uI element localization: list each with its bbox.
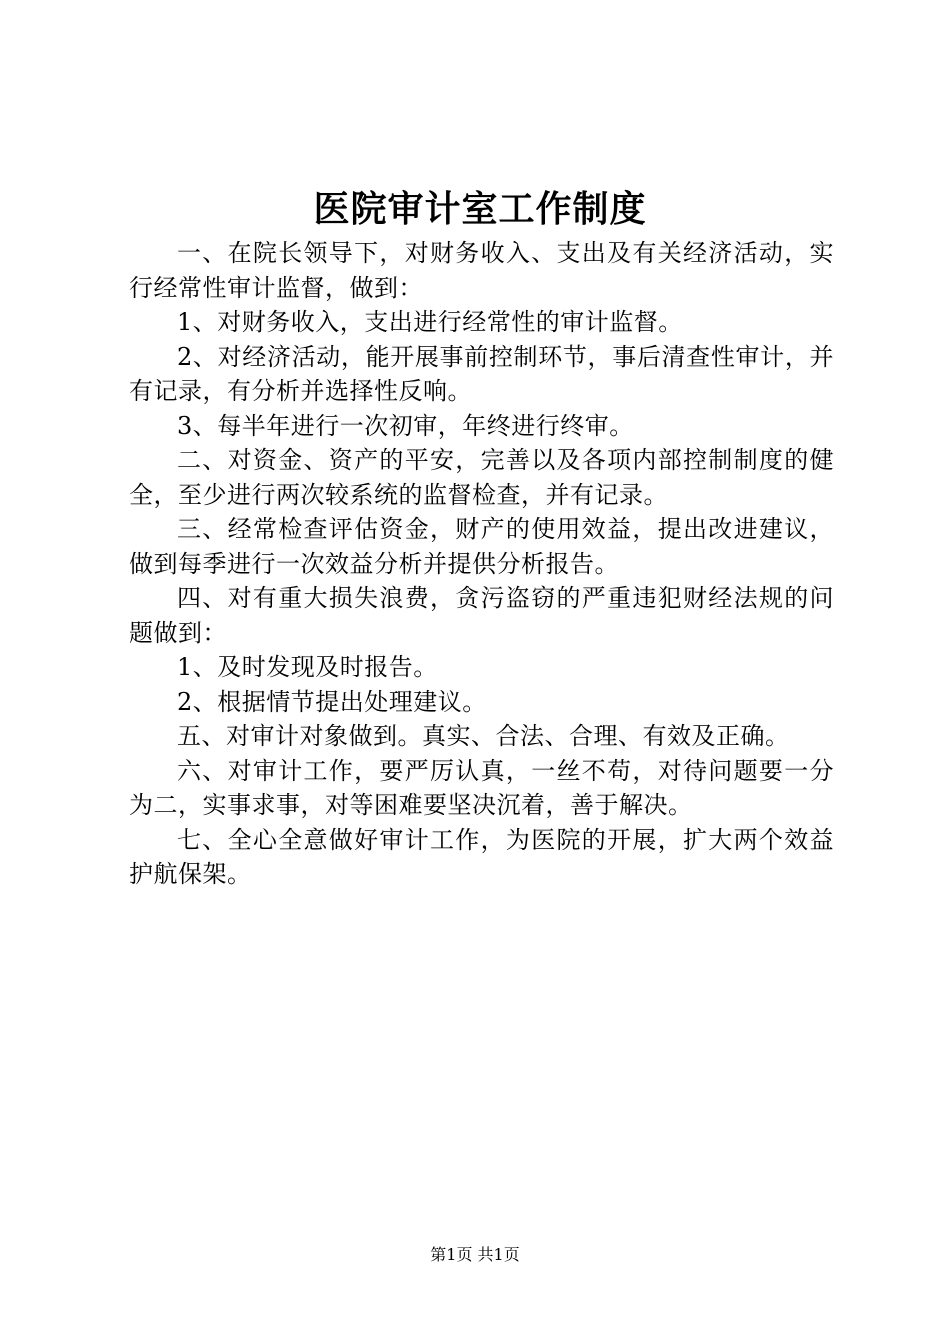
paragraph-2: 1、对财务收入，支出进行经常性的审计监督。 — [177, 308, 683, 336]
paragraph-12: 七、全心全意做好审计工作，为医院的开展，扩大两个效益护航保架。 — [129, 825, 834, 888]
paragraph-10: 五、对审计对象做到。真实、合法、合理、有效及正确。 — [177, 722, 790, 750]
paragraph-4: 3、每半年进行一次初审，年终进行终审。 — [177, 411, 634, 440]
paragraph-9: 2、根据情节提出处理建议。 — [177, 687, 487, 716]
paragraph-7: 四、对有重大损失浪费，贪污盗窃的严重违犯财经法规的问题做到： — [129, 584, 834, 647]
paragraph-3: 2、对经济活动，能开展事前控制环节，事后清查性审计，并有记录，有分析并选择性反响。 — [129, 342, 834, 405]
paragraph-6: 三、经常检查评估资金，财产的使用效益，提出改进建议，做到每季进行一次效益分析并提供分析报告。 — [129, 515, 834, 578]
paragraph-8: 1、及时发现及时报告。 — [177, 653, 438, 681]
document-title: 医院审计室工作制度 — [313, 188, 647, 230]
page-footer: 第1页 共1页 — [430, 1245, 520, 1264]
paragraph-11: 六、对审计工作，要严厉认真，一丝不苟，对待问题要一分为二，实事求事，对等困难要坚决沉着，善于解决。 — [129, 756, 834, 819]
paragraph-1: 一、在院长领导下，对财务收入、支出及有关经济活动，实行经常性审计监督，做到： — [129, 239, 834, 302]
document-body — [129, 236, 834, 892]
paragraph-5: 二、对资金、资产的平安，完善以及各项内部控制制度的健全，至少进行两次较系统的监督检查，并有记录。 — [129, 446, 834, 509]
